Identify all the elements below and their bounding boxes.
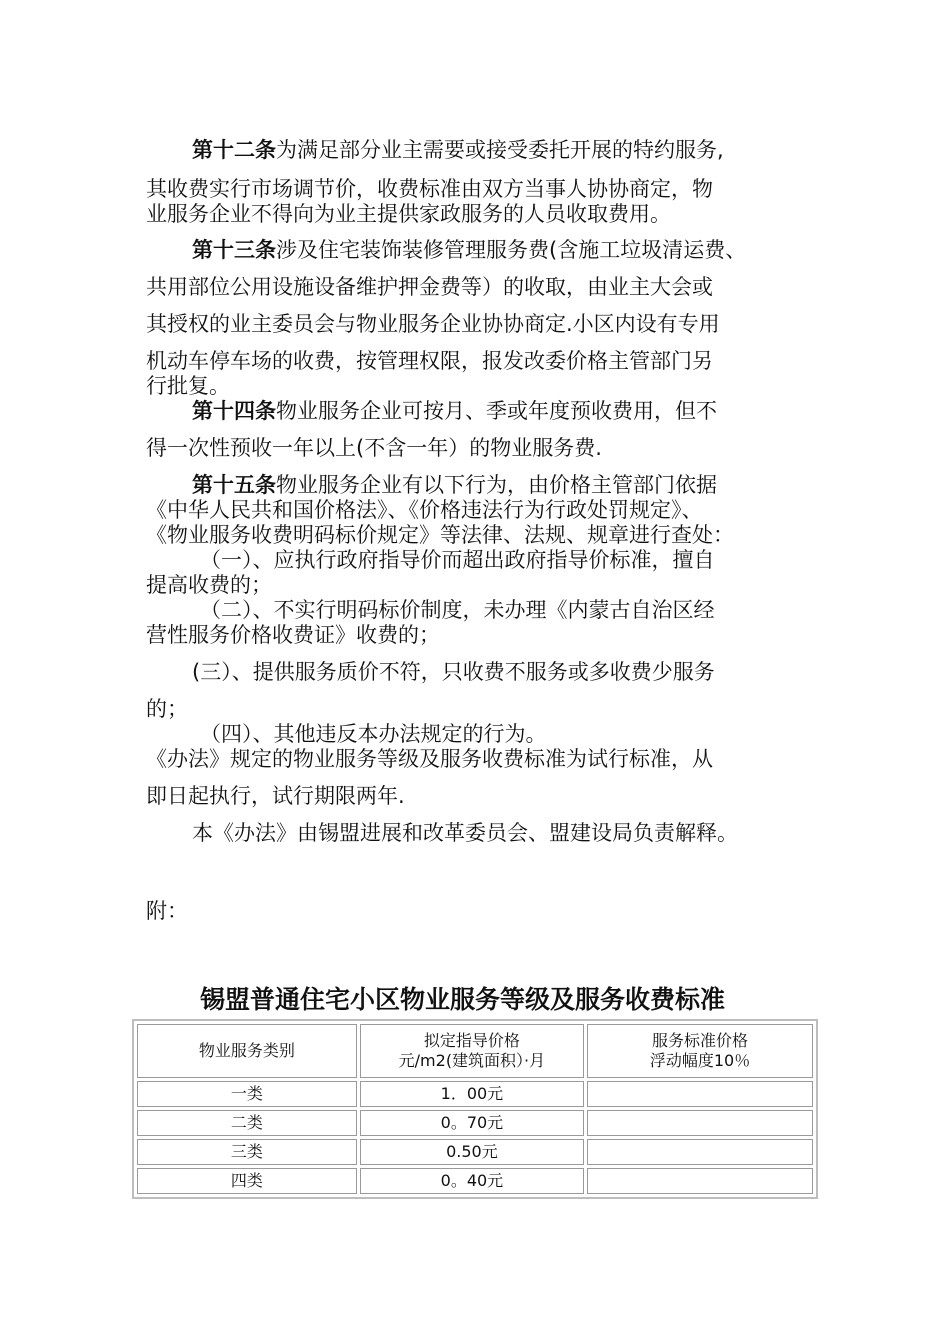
row-price: 0。40元 bbox=[360, 1168, 584, 1194]
trial-line-1: 《办法》规定的物业服务等级及服务收费标准为试行标准，从 bbox=[146, 747, 713, 771]
header-float-range-line-2: 浮动幅度10％ bbox=[649, 1051, 751, 1070]
article-14-line-1 bbox=[192, 398, 717, 424]
row-category: 三类 bbox=[137, 1139, 357, 1165]
fee-table bbox=[132, 1019, 818, 1199]
article-12-line-2: 其收费实行市场调节价，收费标准由双方当事人协协商定，物 bbox=[146, 177, 713, 201]
article-13-line-2: 共用部位公用设施设备维护押金费等）的收取，由业主大会或 bbox=[146, 275, 713, 299]
table-title: 锡盟普通住宅小区物业服务等级及服务收费标准 bbox=[200, 985, 726, 1014]
table-row bbox=[137, 1110, 813, 1136]
article-15-text: 物业服务企业有以下行为，由价格主管部门依据 bbox=[276, 473, 717, 497]
header-guide-price-line-2: 元/m2(建筑面积）·月 bbox=[398, 1051, 546, 1070]
table-header-row bbox=[137, 1024, 813, 1078]
article-12-line-1 bbox=[192, 137, 724, 163]
article-13-line-4: 机动车停车场的收费，按管理权限，报发改委价格主管部门另 bbox=[146, 349, 713, 373]
article-13-heading: 第十三条 bbox=[192, 238, 276, 262]
row-price: 0。70元 bbox=[360, 1110, 584, 1136]
article-12-line-3: 业服务企业不得向为业主提供家政服务的人员收取费用。 bbox=[146, 202, 671, 226]
item-1-line-2: 提高收费的； bbox=[146, 573, 272, 597]
row-float bbox=[587, 1110, 813, 1136]
row-float bbox=[587, 1168, 813, 1194]
article-12-heading: 第十二条 bbox=[192, 138, 276, 162]
article-13-line-5: 行批复。 bbox=[146, 374, 230, 398]
row-category: 二类 bbox=[137, 1110, 357, 1136]
row-float bbox=[587, 1139, 813, 1165]
item-3-line-1: (三）、提供服务质价不符，只收费不服务或多收费少服务 bbox=[192, 660, 715, 684]
header-guide-price-line-1: 拟定指导价格 bbox=[423, 1031, 520, 1050]
item-4-line-1: （四）、其他违反本办法规定的行为。 bbox=[200, 722, 547, 746]
item-1-line-1: （一）、应执行政府指导价而超出政府指导价标准，擅自 bbox=[200, 548, 715, 572]
article-13-line-3: 其授权的业主委员会与物业服务企业协协商定.小区内设有专用 bbox=[146, 312, 720, 336]
header-category-text: 物业服务类别 bbox=[198, 1041, 295, 1060]
article-14-heading: 第十四条 bbox=[192, 399, 276, 423]
header-guide-price bbox=[360, 1024, 584, 1078]
article-14-line-2: 得一次性预收一年以上(不含一年）的物业服务费. bbox=[146, 436, 602, 460]
header-float-range bbox=[587, 1024, 813, 1078]
article-14-text: 物业服务企业可按月、季或年度预收费用，但不 bbox=[276, 399, 717, 423]
item-2-line-1: （二）、不实行明码标价制度，未办理《内蒙古自治区经 bbox=[200, 598, 715, 622]
article-15-line-2: 《中华人民共和国价格法》、《价格违法行为行政处罚规定》、 bbox=[146, 498, 703, 522]
table-row bbox=[137, 1081, 813, 1107]
appendix-label: 附： bbox=[146, 899, 188, 923]
article-13-text: 涉及住宅装饰装修管理服务费(含施工垃圾清运费、 bbox=[276, 238, 747, 262]
row-category: 四类 bbox=[137, 1168, 357, 1194]
row-price: 1．00元 bbox=[360, 1081, 584, 1107]
table-row bbox=[137, 1139, 813, 1165]
article-13-line-1 bbox=[192, 237, 746, 263]
item-2-line-2: 营性服务价格收费证》收费的； bbox=[146, 623, 440, 647]
article-15-heading: 第十五条 bbox=[192, 473, 276, 497]
row-price: 0.50元 bbox=[360, 1139, 584, 1165]
explain-line: 本《办法》由锡盟进展和改革委员会、盟建设局负责解释。 bbox=[192, 821, 738, 845]
table-row bbox=[137, 1168, 813, 1194]
row-float bbox=[587, 1081, 813, 1107]
article-12-text: 为满足部分业主需要或接受委托开展的特约服务, bbox=[276, 138, 724, 162]
row-category: 一类 bbox=[137, 1081, 357, 1107]
article-15-line-3: 《物业服务收费明码标价规定》等法律、法规、规章进行查处： bbox=[146, 523, 734, 547]
item-3-line-2: 的； bbox=[146, 697, 188, 721]
trial-line-2: 即日起执行，试行期限两年. bbox=[146, 784, 405, 808]
article-15-line-1 bbox=[192, 472, 717, 498]
header-float-range-line-1: 服务标准价格 bbox=[652, 1031, 749, 1050]
header-category bbox=[137, 1024, 357, 1078]
